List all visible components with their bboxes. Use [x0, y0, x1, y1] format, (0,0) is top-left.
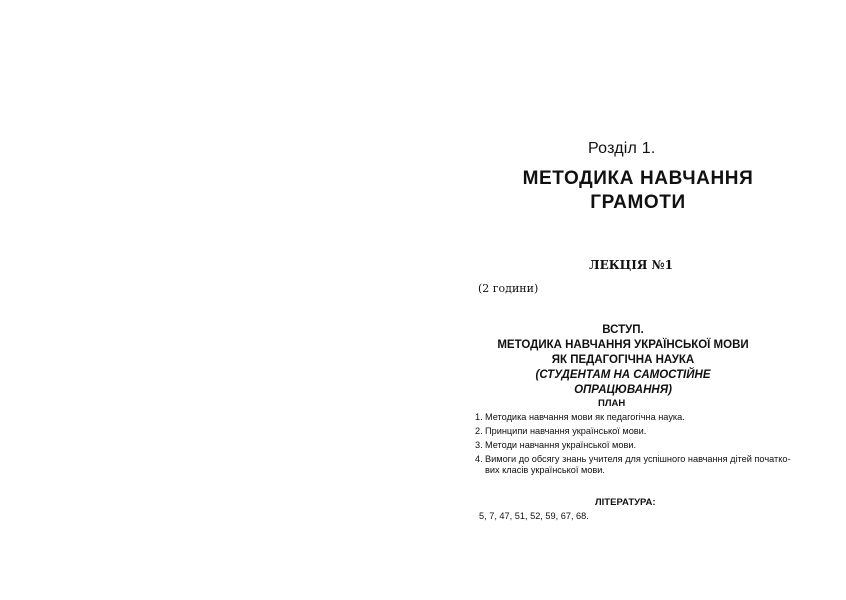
- list-item-text: Вимоги до обсягу знань учителя для успішного навчання дітей початко- вих класів української мови.: [485, 454, 791, 475]
- intro-line-4: (СТУДЕНТАМ НА САМОСТІЙНЕ ОПРАЦЮВАННЯ): [535, 369, 711, 396]
- list-item-number: 1.: [475, 412, 483, 422]
- list-item: [475, 454, 795, 476]
- intro-line-3: ЯК ПЕДАГОГІЧНА НАУКА: [551, 354, 695, 366]
- list-item-number: 3.: [475, 440, 483, 450]
- lecture-title: ЛЕКЦІЯ №1: [589, 258, 674, 272]
- list-item-text: Методи навчання української мови.: [485, 440, 637, 450]
- chapter-title: [513, 167, 763, 215]
- intro-line-1: ВСТУП.: [602, 324, 644, 336]
- list-item-text: Методика навчання мови як педагогічна наука.: [485, 412, 685, 422]
- list-item-number: 4.: [475, 454, 483, 464]
- literature-references: 5, 7, 47, 51, 52, 59, 67, 68.: [479, 511, 589, 521]
- list-item: [475, 426, 795, 437]
- intro-line-2: МЕТОДИКА НАВЧАННЯ УКРАЇНСЬКОЇ МОВИ: [497, 339, 749, 351]
- list-item: [475, 440, 795, 451]
- right-page: [423, 0, 846, 600]
- plan-list: [475, 412, 795, 479]
- list-item-number: 2.: [475, 426, 483, 436]
- list-item: [475, 412, 795, 423]
- intro-heading: [493, 323, 753, 398]
- chapter-title-line-1: МЕТОДИКА НАВЧАННЯ: [522, 168, 754, 189]
- lecture-hours: (2 години): [478, 282, 539, 295]
- section-number: Розділ 1.: [588, 140, 656, 157]
- list-item-text: Принципи навчання української мови.: [485, 426, 647, 436]
- chapter-title-line-2: ГРАМОТИ: [590, 192, 686, 213]
- literature-heading: ЛІТЕРАТУРА:: [595, 497, 656, 508]
- plan-heading: ПЛАН: [598, 398, 626, 409]
